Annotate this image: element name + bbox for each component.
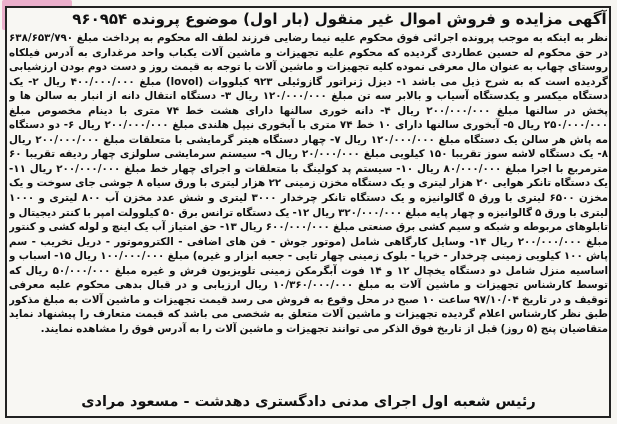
notice-signature: رئیس شعبه اول اجرای مدنی دادگستری دهدشت - مسعود مرادی [81, 394, 536, 410]
notice-body [9, 31, 608, 367]
notice-body-text: نظر به اینکه به موجب پرونده اجرائی فوق محکوم علیه نیما رضایی فرزند لطف اله محکوم به پرداخت مبلغ ۶۳۸/۶۵۳/۷۹۰ در حق محکوم له حسین عطاردی گردیده که محکوم علیه تجهیزات و ماشین آلات یکباب واحد مرغداری به آدرس فیلکاه روستای چهاب به عنوان مال معرفی نموده کلیه تجهیزات و ماشین آلات با توجه به قیمت روز و دست دوم بودن ارزشیابی گردیده است که به شرح ذیل می باشد ۱- دیزل ژنراتور گازوئیلی ۹۲۳ کیلووات (lovol) مبلغ ۴۰۰/۰۰۰/۰۰۰ ریال ۲- یک دستگاه میکسر و یکدستگاه آسیاب و بالابر سه تن مبلغ ۱۲۰/۰۰۰/۰۰۰ ریال ۳- دستگاه انتقال دانه از انبار به سالن ها و پخش در سالنها مبلغ ۲۰۰/۰۰۰/۰۰۰ ریال ۴- دانه خوری سالنها دارای هشت خط ۷۴ متری با دینام مخصوص مبلغ ۲۵۰/۰۰۰/۰۰۰ ریال ۵- آبخوری سالنها دارای ۱۰ خط ۷۴ متری با آبخوری نیپل هلندی مبلغ ۲۰۰/۰۰۰/۰۰۰ ریال ۶- دو دستگاه مه پاش هر سالن یک دستگاه مبلغ ۱۲۰/۰۰۰/۰۰۰ ریال ۷- چهار دستگاه هیتر گرمایشی با متعلقات مبلغ ۲۰۰/۰۰۰/۰۰۰ ریال ۸- یک دستگاه لاشه سوز تقریبا ۱۵۰ کیلویی مبلغ ۲۰/۰۰۰/۰۰۰ ریال ۹- سیستم سرمایشی سلولزی چهار ردیفه تقریبا ۶۰ مترمربع با اجرا مبلغ ۸۰/۰۰۰/۰۰۰ ریال ۱۰- سیستم پد کولینگ با متعلقات و اجرای چهار خط مبلغ ۲۰۰/۰۰۰/۰۰۰ ریال ۱۱- یک دستگاه تانکر هوایی ۲۰ هزار لیتری و یک دستگاه مخزن زمینی ۲۲ هزار لیتری با ورق سیاه ۸ جوشی جای سوخت و یک مخزن ۶۵۰۰ لیتری با ورق ۵ گالوانیزه و یک دستگاه تانکر چرخدار ۳۰۰۰ لیتری و شش عدد مخزن آب ۸۰۰ لیتری و ۱۰۰۰ لیتری با ورق ۵ گالوانیزه و چهار پایه مبلغ ۳۲۰/۰۰۰/۰۰۰ ریال ۱۲- یک دستگاه ترانس برق ۵۰ کیلوولت امپر با کنتر دیجیتال و تابلوهای مربوطه و شبکه و سیم کشی برق صنعتی مبلغ ۶۰۰/۰۰۰/۰۰۰ ریال ۱۳- حق امتیاز آب یک اینچ و لوله کشی و کنتور مبلغ ۲۰۰/۰۰۰/۰۰۰ ریال ۱۴- وسایل کارگاهی شامل (موتور جوش - فن های اضافی - الکتروموتور - دریل تخریب - سم پاش ۱۰۰ کیلویی زمینی چرخدار - خرپا - بلوک زمینی چهار تایی - جعبه ابزار و غیره) مبلغ ۱۰۰/۰۰۰/۰۰۰ ریال ۱۵- اسباب و اساسیه منزل شامل دو دستگاه یخچال ۱۲ و ۱۴ فوت آبگرمکن زمینی تلویزیون فرش و غیره مبلغ ۵۰/۰۰۰/۰۰۰ ریال که توسط کارشناس تجهیزات و ماشین آلات به مبلغ ۱۰/۳۶۰/۰۰۰/۰۰۰ ریال ارزیابی و در قبال بدهی محکوم علیه معرفی توقیف و در تاریخ ۹۷/۱۰/۰۴ ساعت ۱۰ صبح در محل وقوع به فروش می رسد قیمت تجهیزات و ماشین آلات به مبلغ مذکور طبق نظر کارشناس اعلام گردیده تجهیزات و ماشین آلات متعلق به شخصی می باشد که قیمت متعارف را پیشنهاد نماید متقاضیان پنج (۵ روز) قبل از تاریخ فوق الذکر می توانند تجهیزات و ماشین آلات را به آدرس فوق را مشاهده نمایند. [9, 32, 608, 335]
notice-title: آگهی مزایده و فروش اموال غیر منقول (بار اول) موضوع پرونده ۹۶۰۹۵۴ [72, 10, 607, 28]
